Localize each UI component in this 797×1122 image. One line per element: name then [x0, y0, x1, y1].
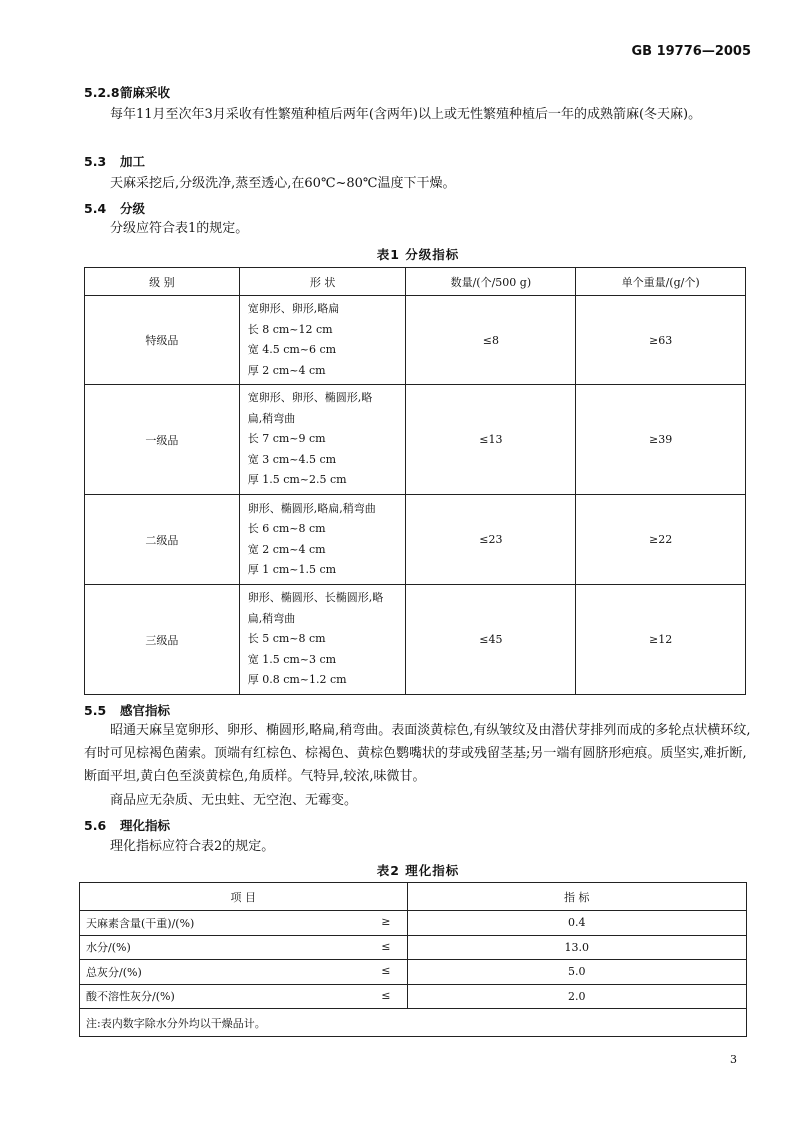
weight-cell: ≥22 [576, 495, 746, 585]
comparison-symbol: ≤ [381, 964, 391, 977]
table-row [80, 911, 747, 936]
weight-cell: ≥39 [576, 385, 746, 495]
paragraph-processing: 天麻采挖后,分级洗净,蒸至透心,在60℃~80℃温度下干燥。 [110, 176, 456, 191]
table-row [80, 935, 747, 960]
value-cell: 0.4 [407, 911, 746, 936]
table-note-row [80, 1009, 747, 1037]
grade-cell: 一级品 [85, 385, 240, 495]
item-label: 水分/(%) [86, 941, 131, 955]
table-row [85, 495, 746, 585]
shape-line: 长 7 cm~9 cm [247, 432, 326, 446]
shape-line: 宽 1.5 cm~3 cm [247, 652, 337, 666]
comparison-symbol: ≤ [381, 939, 391, 953]
section-number: 5.5 [84, 703, 107, 718]
table-header-row [80, 883, 747, 911]
shape-line: 长 8 cm~12 cm [247, 322, 333, 336]
paragraph-physicochemical: 理化指标应符合表2的规定。 [110, 839, 275, 854]
item-cell [80, 984, 408, 1009]
section-number: 5.6 [84, 818, 107, 833]
comparison-symbol: ≤ [381, 988, 391, 1002]
shape-line: 厚 2 cm~4 cm [247, 363, 326, 377]
shape-line: 厚 0.8 cm~1.2 cm [247, 673, 347, 687]
table-row [80, 984, 747, 1009]
section-title: 箭麻采收 [120, 85, 171, 100]
value-cell: 5.0 [407, 960, 746, 985]
shape-cell [239, 585, 406, 695]
value-cell: 13.0 [407, 935, 746, 960]
shape-line: 厚 1 cm~1.5 cm [247, 563, 337, 576]
count-cell: ≤8 [406, 296, 576, 385]
section-title: 理化指标 [120, 818, 171, 833]
shape-line: 宽 2 cm~4 cm [247, 542, 326, 556]
section-number: 5.4 [84, 201, 107, 216]
shape-line: 宽卵形、卵形、椭圆形,略 [247, 391, 373, 405]
shape-line: 卵形、椭圆形、长椭圆形,略 [247, 591, 384, 605]
shape-line: 扁,稍弯曲 [247, 411, 296, 425]
item-cell [80, 911, 408, 936]
shape-line: 扁,稍弯曲 [247, 611, 296, 625]
weight-cell: ≥63 [576, 296, 746, 385]
header-weight: 单个重量/(g/个) [576, 268, 746, 296]
grade-cell: 二级品 [85, 495, 240, 585]
paragraph-harvest: 每年11月至次年3月采收有性繁殖种植后两年(含两年)以上或无性繁殖种植后一年的成熟箭麻(冬天麻)。 [110, 107, 702, 122]
header-value: 指 标 [407, 883, 746, 911]
header-count: 数量/(个/500 g) [406, 268, 576, 296]
page-number: 3 [730, 1053, 737, 1066]
count-cell: ≤45 [406, 585, 576, 695]
paragraph-grading: 分级应符合表1的规定。 [110, 221, 249, 236]
shape-line: 长 6 cm~8 cm [247, 522, 326, 535]
physicochemical-table [79, 882, 747, 1037]
section-heading-5-2-8 [84, 83, 170, 101]
shape-cell [239, 296, 406, 385]
table2-caption: 表2 理化指标 [376, 863, 460, 878]
count-cell: ≤13 [406, 385, 576, 495]
table-row [85, 385, 746, 495]
header-shape: 形 状 [239, 268, 406, 296]
grade-cell: 三级品 [85, 585, 240, 695]
section-heading-5-6 [84, 816, 170, 834]
grading-table [84, 267, 746, 695]
table-row [85, 585, 746, 695]
header-item: 项 目 [80, 883, 408, 911]
item-cell [80, 960, 408, 985]
grade-cell: 特级品 [85, 296, 240, 385]
shape-line: 厚 1.5 cm~2.5 cm [247, 473, 347, 487]
paragraph-sensory-description: 昭通天麻呈宽卵形、卵形、椭圆形,略扁,稍弯曲。表面淡黄棕色,有纵皱纹及由潜伏芽排列而成的多轮点状横环纹,有时可见棕褐色菌索。顶端有红棕色、棕褐色、黄棕色鹦嘴状的芽或残留茎基;另一端有圆脐形疤痕。质坚实,难折断,断面平坦,黄白色至淡黄棕色,角质样。气特异,较浓,味微甘。 [84, 723, 751, 784]
header-grade: 级 别 [85, 268, 240, 296]
item-label: 天麻素含量(干重)/(%) [86, 916, 195, 930]
section-number: 5.3 [84, 154, 107, 169]
section-heading-5-5 [84, 701, 170, 719]
section-title: 分级 [120, 201, 146, 216]
shape-line: 宽 3 cm~4.5 cm [247, 452, 337, 466]
table-header-row [85, 268, 746, 296]
shape-line: 卵形、椭圆形,略扁,稍弯曲 [247, 501, 376, 515]
shape-line: 长 5 cm~8 cm [247, 632, 326, 646]
weight-cell: ≥12 [576, 585, 746, 695]
table-row [80, 960, 747, 985]
section-heading-5-4 [84, 199, 145, 217]
value-cell: 2.0 [407, 984, 746, 1009]
table-note: 注:表内数字除水分外均以干燥品计。 [80, 1009, 747, 1037]
shape-cell [239, 385, 406, 495]
count-cell: ≤23 [406, 495, 576, 585]
comparison-symbol: ≥ [381, 915, 391, 928]
item-label: 酸不溶性灰分/(%) [86, 990, 175, 1004]
section-heading-5-3 [84, 152, 145, 170]
section-number: 5.2.8 [84, 85, 120, 100]
shape-cell [239, 495, 406, 585]
shape-line: 宽卵形、卵形,略扁 [247, 302, 340, 315]
section-title: 感官指标 [120, 703, 171, 718]
item-label: 总灰分/(%) [86, 965, 142, 979]
table-row [85, 296, 746, 385]
section-title: 加工 [120, 154, 146, 169]
standard-number: GB 19776—2005 [631, 44, 751, 59]
item-cell [80, 935, 408, 960]
paragraph-sensory-requirement: 商品应无杂质、无虫蛀、无空泡、无霉变。 [110, 793, 358, 808]
table1-caption: 表1 分级指标 [376, 247, 460, 262]
shape-line: 宽 4.5 cm~6 cm [247, 343, 337, 356]
